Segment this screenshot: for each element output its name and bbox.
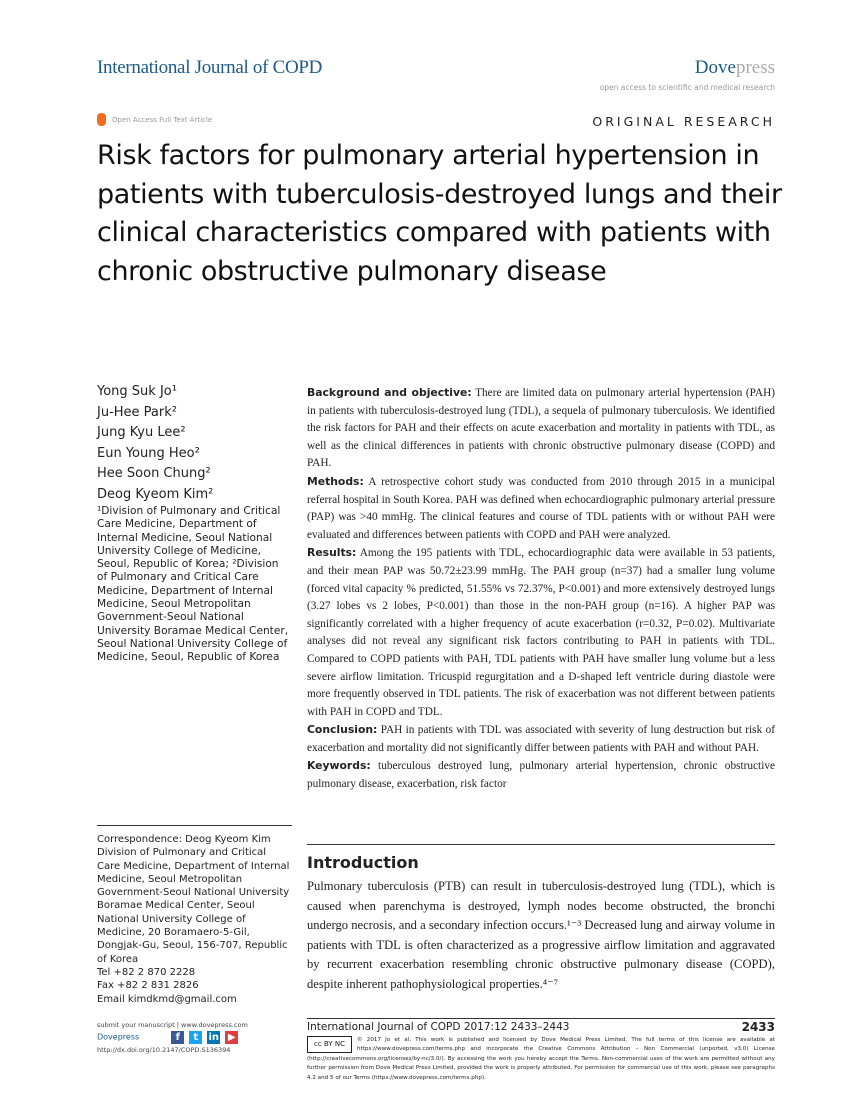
publisher-logo-a: Dove — [694, 57, 736, 78]
license-block — [307, 1036, 775, 1083]
author: Deog Kyeom Kim² — [97, 486, 214, 502]
author: Ju-Hee Park² — [97, 404, 177, 420]
section-text: tuberculous destroyed lung, pulmonary arterial hypertension, chronic obstructive pulmonary disease, exacerbation, risk factor — [307, 760, 775, 791]
author-list — [97, 382, 213, 505]
open-lock-icon — [97, 113, 106, 126]
publisher-logo-b: press — [735, 57, 775, 78]
journal-name: International Journal of COPD — [97, 57, 323, 78]
author: Hee Soon Chung² — [97, 466, 211, 481]
page-number: 2433 — [741, 1020, 775, 1034]
cc-license-icon[interactable]: cc BY NC — [307, 1036, 352, 1053]
abstract-results — [307, 544, 775, 721]
section-text: There are limited data on pulmonary arterial hypertension (PAH) in patients with tuberculosis-destroyed lung (TDL), a sequela of pulmonary tuberculosis. We identified the risk factors for PAH and their effects on acute exacerbation and mortality in patients with TDL, as well as the clinical differences in patients with chronic obstructive pulmonary disease (COPD) and PAH. — [307, 387, 776, 470]
section-head: Results: — [307, 546, 357, 560]
abstract-background — [307, 384, 775, 473]
author: Jung Kyu Lee² — [97, 425, 186, 440]
intro-paragraph: Pulmonary tuberculosis (PTB) can result in tuberculosis-destroyed lung (TDL), which is caused when parenchyma is destroyed, lymph nodes become obstructed, the bronchi undergo necrosis, and a secondary infection occurs.¹⁻³ Decreased lung and airway volume in patients with TDL is often characterized as a progressive airflow limitation and aggravated by recurrent exacerbation resembling chronic obstructive pulmonary disease (COPD), despite inherent pathophysiological properties.⁴⁻⁷ — [307, 879, 775, 991]
corr-fax: Fax +82 2 831 2826 — [97, 980, 199, 992]
citation: International Journal of COPD 2017:12 2433–2443 — [307, 1021, 570, 1033]
section-head: Methods: — [307, 474, 364, 488]
corr-name: Correspondence: Deog Kyeom Kim — [97, 834, 271, 845]
divider — [307, 844, 775, 845]
section-text: A retrospective cohort study was conducted from 2010 through 2015 in a municipal referral hospital in South Korea. PAH was defined when echocardiographic pulmonary arterial pressure (PAP) was >40 mmHg. The clinical features and course of TDL patients with or without PAH were evaluated and differences between patients with COPD and PAH were analyzed. — [307, 475, 775, 541]
doi-link[interactable]: http://dx.doi.org/10.2147/COPD.S136394 — [97, 1046, 231, 1054]
twitter-icon[interactable]: t — [189, 1031, 202, 1044]
abstract — [307, 384, 775, 794]
footer-left — [97, 1019, 248, 1056]
section-head: Keywords: — [307, 759, 371, 773]
abstract-conclusion — [307, 721, 775, 757]
corr-tel: Tel +82 2 870 2228 — [97, 966, 196, 978]
dovepress-logo: Dovepress — [97, 1032, 140, 1042]
submit-link[interactable]: submit your manuscript | www.dovepress.com — [97, 1021, 248, 1029]
facebook-icon[interactable]: f — [171, 1031, 184, 1044]
open-access-text: Open Access Full Text Article — [112, 115, 213, 124]
video-icon[interactable]: ▶ — [225, 1031, 238, 1044]
section-text: PAH in patients with TDL was associated with severity of lung destruction but risk of exacerbation and mortality did not significantly differ between patients with PAH and without PAH. — [307, 724, 775, 754]
author: Yong Suk Jo¹ — [97, 384, 177, 399]
open-access-label — [97, 113, 212, 126]
affiliations: ¹Division of Pulmonary and Critical Care Medicine, Department of Internal Medicine, Seoul National University College of Medicine, Seoul, Republic of Korea; ²Division of Pulmonary and Critical Care Medicine, Department of Internal Medicine, Seoul Metropolitan Government-Seoul National University Boramae Medical Center, Seoul National University College of Medicine, Seoul, Republic of Korea — [97, 505, 289, 664]
abstract-methods — [307, 473, 775, 544]
corr-email[interactable]: Email kimdkmd@gmail.com — [97, 993, 237, 1005]
abstract-keywords — [307, 757, 775, 793]
linkedin-icon[interactable]: in — [208, 1032, 220, 1043]
intro-heading: Introduction — [307, 853, 419, 872]
section-head: Conclusion: — [307, 723, 378, 737]
publisher-tagline: open access to scientific and medical research — [599, 83, 775, 92]
section-head: Background and objective: — [307, 386, 472, 399]
author: Eun Young Heo² — [97, 445, 200, 461]
article-title: Risk factors for pulmonary arterial hypertension in patients with tuberculosis-destroyed lungs and their clinical characteristics compared with patients with chronic obstructive pulmonary disease — [97, 140, 782, 287]
publisher-logo — [695, 57, 775, 79]
correspondence — [97, 825, 292, 1006]
corr-address: Division of Pulmonary and Critical Care Medicine, Department of Internal Medicine, Seoul Metropolitan Government-Seoul National University Boramae Medical Center, Seoul National University College of Medicine, 20 Boramaero-5-Gil, Dongjak-Gu, Seoul, 156-707, Republic of Korea — [97, 847, 290, 965]
divider — [307, 1018, 775, 1019]
section-text: Among the 195 patients with TDL, echocardiographic data were available in 53 patients, and their mean PAP was 50.72±23.99 mmHg. The PAH group (n=37) had a smaller lung volume (forced vital capacity % predicted, 51.55% vs 72.37%, P<0.001) and more extensively destroyed lungs (3.27 lobes vs 2 lobes, P<0.001) than those in the non-PAH group (n=16). A higher PAP was significantly correlated with a higher frequency of acute exacerbation (r=0.32, P=0.02). Multivariate analyses did not reveal any significant risk factors contributing to PAH in patients with TDL. Compared to COPD patients with PAH, TDL patients with PAH have smaller lung volume but a less severe airflow limitation. Tricuspid regurgitation and a D-shaped left ventricle during diastole were more frequently observed in TDL patients. The risk of exacerbation was not different between patients with PAH in COPD and TDL. — [307, 547, 775, 718]
license-text: © 2017 Jo et al. This work is published and licensed by Dove Medical Press Limited. The full terms of this license are available at https://www.dovepress.com/terms.php and incorporate the Creative Commons Attribution – Non Commercial (unported, v3.0) License (http://creativecommons.org/licenses/by-nc/3.0/). By accessing the work you hereby accept the Terms. Non-commercial uses of the work are permitted without any further permission from Dove Medical Press Limited, provided the work is properly attributed. For permission for commercial use of this work, please see paragraphs 4.2 and 5 of our Terms (https://www.dovepress.com/terms.php). — [307, 1037, 775, 1081]
footer-logo-row — [97, 1031, 248, 1044]
article-type: ORIGINAL RESEARCH — [592, 114, 775, 129]
